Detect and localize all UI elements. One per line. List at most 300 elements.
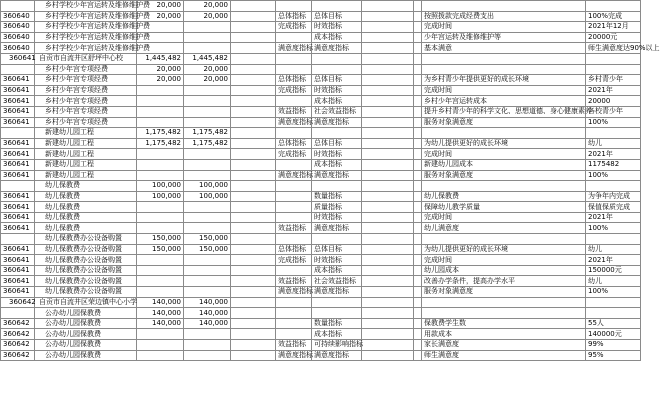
- row-level2-indicator-cell[interactable]: 成本指标: [312, 159, 362, 170]
- row-spacer-cell[interactable]: [414, 350, 422, 361]
- row-target-cell[interactable]: [231, 202, 276, 213]
- row-level1-indicator-cell[interactable]: [276, 64, 312, 75]
- row-target-cell[interactable]: [231, 53, 276, 64]
- row-project-cell[interactable]: 公办幼儿园保教费: [35, 350, 137, 361]
- row-code-cell[interactable]: 360641: [1, 170, 35, 181]
- row-indicator-content-cell[interactable]: 用款成本: [422, 329, 586, 340]
- row-level2-indicator-cell[interactable]: 总体目标: [312, 75, 362, 86]
- row-amount-cell[interactable]: 140,000: [137, 308, 184, 319]
- row-indicator-value-cell[interactable]: 为争年内完成: [586, 191, 641, 202]
- row-amount-cell[interactable]: 20,000: [184, 75, 231, 86]
- row-project-cell[interactable]: 乡村少年宫专项经费: [35, 106, 137, 117]
- row-project-cell[interactable]: 乡村学校少年宫运转及维修维护费: [35, 43, 137, 54]
- row-indicator-value-cell[interactable]: 100%: [586, 117, 641, 128]
- row-code-cell[interactable]: 360641: [1, 117, 35, 128]
- row-indicator-value-cell[interactable]: 1175482: [586, 159, 641, 170]
- row-project-cell[interactable]: 公办幼儿园保教费: [35, 308, 137, 319]
- row-target-cell[interactable]: [231, 22, 276, 33]
- row-spacer-cell[interactable]: [414, 265, 422, 276]
- row-indicator-value-cell[interactable]: [586, 234, 641, 245]
- row-indicator-value-cell[interactable]: 2021年: [586, 212, 641, 223]
- row-indicator-content-cell[interactable]: 师生满意度: [422, 350, 586, 361]
- row-level1-indicator-cell[interactable]: 总体指标: [276, 11, 312, 22]
- row-amount-cell[interactable]: [137, 255, 184, 266]
- row-level3-indicator-cell[interactable]: [362, 181, 414, 192]
- row-level2-indicator-cell[interactable]: 数量指标: [312, 191, 362, 202]
- row-amount-cell[interactable]: [184, 32, 231, 43]
- row-level3-indicator-cell[interactable]: [362, 265, 414, 276]
- row-code-cell[interactable]: 360641: [1, 53, 35, 64]
- row-spacer-cell[interactable]: [414, 202, 422, 213]
- row-level1-indicator-cell[interactable]: [276, 53, 312, 64]
- row-amount-cell[interactable]: [137, 117, 184, 128]
- row-spacer-cell[interactable]: [414, 223, 422, 234]
- row-level2-indicator-cell[interactable]: [312, 53, 362, 64]
- row-level1-indicator-cell[interactable]: 完成指标: [276, 149, 312, 160]
- row-indicator-value-cell[interactable]: 20000: [586, 96, 641, 107]
- row-target-cell[interactable]: [231, 340, 276, 351]
- row-level2-indicator-cell[interactable]: 满意度指标: [312, 287, 362, 298]
- row-indicator-content-cell[interactable]: 完成时间: [422, 255, 586, 266]
- row-indicator-value-cell[interactable]: [586, 308, 641, 319]
- row-target-cell[interactable]: [231, 85, 276, 96]
- row-spacer-cell[interactable]: [414, 43, 422, 54]
- row-amount-cell[interactable]: [184, 287, 231, 298]
- row-level3-indicator-cell[interactable]: [362, 43, 414, 54]
- row-code-cell[interactable]: 360641: [1, 96, 35, 107]
- row-indicator-content-cell[interactable]: 家长满意度: [422, 340, 586, 351]
- row-indicator-value-cell[interactable]: [586, 1, 641, 12]
- row-project-cell[interactable]: 乡村学校少年宫运转及维修维护费: [35, 11, 137, 22]
- row-project-cell[interactable]: 幼儿保教费: [35, 223, 137, 234]
- row-indicator-content-cell[interactable]: 服务对象满意度: [422, 287, 586, 298]
- row-amount-cell[interactable]: 100,000: [137, 181, 184, 192]
- row-level2-indicator-cell[interactable]: 成本指标: [312, 329, 362, 340]
- row-level3-indicator-cell[interactable]: [362, 149, 414, 160]
- row-code-cell[interactable]: 360642: [1, 318, 35, 329]
- row-project-cell[interactable]: 幼儿保教费办公设备购置: [35, 287, 137, 298]
- row-project-cell[interactable]: 乡村少年宫专项经费: [35, 64, 137, 75]
- row-spacer-cell[interactable]: [414, 117, 422, 128]
- row-level3-indicator-cell[interactable]: [362, 350, 414, 361]
- row-level2-indicator-cell[interactable]: 满意度指标: [312, 170, 362, 181]
- row-indicator-content-cell[interactable]: 完成时间: [422, 22, 586, 33]
- row-level2-indicator-cell[interactable]: 满意度指标: [312, 350, 362, 361]
- row-target-cell[interactable]: [231, 191, 276, 202]
- row-spacer-cell[interactable]: [414, 96, 422, 107]
- row-project-cell[interactable]: 幼儿保教费: [35, 212, 137, 223]
- row-level2-indicator-cell[interactable]: 总体目标: [312, 11, 362, 22]
- row-code-cell[interactable]: 360640: [1, 32, 35, 43]
- row-indicator-content-cell[interactable]: 完成时间: [422, 212, 586, 223]
- row-project-cell[interactable]: 乡村学校少年宫运转及维修维护费: [35, 32, 137, 43]
- row-project-cell[interactable]: 乡村少年宫专项经费: [35, 117, 137, 128]
- row-spacer-cell[interactable]: [414, 181, 422, 192]
- row-level2-indicator-cell[interactable]: 数量指标: [312, 318, 362, 329]
- row-target-cell[interactable]: [231, 1, 276, 12]
- row-level1-indicator-cell[interactable]: 满意度指标: [276, 170, 312, 181]
- row-amount-cell[interactable]: 1,175,482: [184, 128, 231, 139]
- row-amount-cell[interactable]: 20,000: [137, 75, 184, 86]
- row-target-cell[interactable]: [231, 329, 276, 340]
- row-amount-cell[interactable]: 20,000: [137, 64, 184, 75]
- row-spacer-cell[interactable]: [414, 244, 422, 255]
- row-amount-cell[interactable]: 150,000: [184, 244, 231, 255]
- row-spacer-cell[interactable]: [414, 308, 422, 319]
- row-indicator-value-cell[interactable]: 55人: [586, 318, 641, 329]
- row-code-cell[interactable]: 360642: [1, 340, 35, 351]
- row-code-cell[interactable]: 360640: [1, 11, 35, 22]
- row-level3-indicator-cell[interactable]: [362, 276, 414, 287]
- row-level1-indicator-cell[interactable]: [276, 159, 312, 170]
- row-spacer-cell[interactable]: [414, 149, 422, 160]
- row-level1-indicator-cell[interactable]: [276, 96, 312, 107]
- row-code-cell[interactable]: [1, 181, 35, 192]
- row-project-cell[interactable]: 新建幼儿园工程: [35, 138, 137, 149]
- row-level1-indicator-cell[interactable]: [276, 181, 312, 192]
- row-level2-indicator-cell[interactable]: 社会效益指标: [312, 106, 362, 117]
- row-level1-indicator-cell[interactable]: [276, 32, 312, 43]
- row-code-cell[interactable]: 360641: [1, 265, 35, 276]
- row-indicator-content-cell[interactable]: 保教费学生数: [422, 318, 586, 329]
- row-level3-indicator-cell[interactable]: [362, 96, 414, 107]
- row-level1-indicator-cell[interactable]: 总体指标: [276, 244, 312, 255]
- row-indicator-content-cell[interactable]: [422, 64, 586, 75]
- row-level1-indicator-cell[interactable]: 满意度指标: [276, 350, 312, 361]
- row-indicator-value-cell[interactable]: 95%: [586, 350, 641, 361]
- row-code-cell[interactable]: 360640: [1, 43, 35, 54]
- row-amount-cell[interactable]: 1,175,482: [137, 138, 184, 149]
- row-indicator-value-cell[interactable]: 各校青少年: [586, 106, 641, 117]
- row-level3-indicator-cell[interactable]: [362, 318, 414, 329]
- row-target-cell[interactable]: [231, 234, 276, 245]
- row-target-cell[interactable]: [231, 75, 276, 86]
- row-indicator-content-cell[interactable]: 为幼儿提供更好的成长环境: [422, 244, 586, 255]
- row-code-cell[interactable]: 360641: [1, 159, 35, 170]
- row-indicator-content-cell[interactable]: [422, 1, 586, 12]
- row-indicator-content-cell[interactable]: 少年宫运转及维修维护等: [422, 32, 586, 43]
- row-indicator-value-cell[interactable]: 2021年: [586, 255, 641, 266]
- row-indicator-content-cell[interactable]: 服务对象满意度: [422, 170, 586, 181]
- row-spacer-cell[interactable]: [414, 22, 422, 33]
- row-code-cell[interactable]: 360641: [1, 191, 35, 202]
- row-level1-indicator-cell[interactable]: 总体指标: [276, 75, 312, 86]
- row-level1-indicator-cell[interactable]: 满意度指标: [276, 287, 312, 298]
- row-project-cell[interactable]: 幼儿保教费: [35, 202, 137, 213]
- row-target-cell[interactable]: [231, 350, 276, 361]
- row-amount-cell[interactable]: [137, 276, 184, 287]
- row-code-cell[interactable]: 360641: [1, 202, 35, 213]
- row-level2-indicator-cell[interactable]: 质量指标: [312, 202, 362, 213]
- row-level2-indicator-cell[interactable]: 总体目标: [312, 138, 362, 149]
- row-code-cell[interactable]: 360641: [1, 287, 35, 298]
- row-amount-cell[interactable]: [184, 329, 231, 340]
- row-amount-cell[interactable]: [184, 96, 231, 107]
- row-indicator-content-cell[interactable]: 基本满意: [422, 43, 586, 54]
- row-indicator-content-cell[interactable]: 幼儿满意度: [422, 223, 586, 234]
- row-amount-cell[interactable]: [137, 287, 184, 298]
- row-indicator-value-cell[interactable]: 幼儿: [586, 244, 641, 255]
- row-code-cell[interactable]: 360641: [1, 149, 35, 160]
- row-indicator-content-cell[interactable]: [422, 53, 586, 64]
- row-spacer-cell[interactable]: [414, 53, 422, 64]
- row-indicator-value-cell[interactable]: 100%: [586, 223, 641, 234]
- row-target-cell[interactable]: [231, 149, 276, 160]
- row-level3-indicator-cell[interactable]: [362, 297, 414, 308]
- row-level2-indicator-cell[interactable]: 时效指标: [312, 22, 362, 33]
- row-project-cell[interactable]: 乡村学校少年宫运转及维修维护费: [35, 22, 137, 33]
- row-amount-cell[interactable]: 100,000: [184, 181, 231, 192]
- row-indicator-content-cell[interactable]: 提升乡村青少年的科学文化、思想道德、身心健康素养: [422, 106, 586, 117]
- row-code-cell[interactable]: 360641: [1, 255, 35, 266]
- row-spacer-cell[interactable]: [414, 191, 422, 202]
- row-level1-indicator-cell[interactable]: [276, 191, 312, 202]
- row-indicator-value-cell[interactable]: 140000元: [586, 329, 641, 340]
- row-level1-indicator-cell[interactable]: [276, 297, 312, 308]
- row-level2-indicator-cell[interactable]: 满意度指标: [312, 43, 362, 54]
- row-amount-cell[interactable]: [184, 117, 231, 128]
- row-code-cell[interactable]: 360642: [1, 350, 35, 361]
- row-code-cell[interactable]: 360641: [1, 138, 35, 149]
- row-target-cell[interactable]: [231, 117, 276, 128]
- row-spacer-cell[interactable]: [414, 329, 422, 340]
- row-indicator-value-cell[interactable]: [586, 297, 641, 308]
- row-target-cell[interactable]: [231, 287, 276, 298]
- row-target-cell[interactable]: [231, 128, 276, 139]
- row-spacer-cell[interactable]: [414, 318, 422, 329]
- row-level2-indicator-cell[interactable]: 成本指标: [312, 96, 362, 107]
- row-project-cell[interactable]: 幼儿保教费办公设备购置: [35, 265, 137, 276]
- row-indicator-value-cell[interactable]: 幼儿: [586, 138, 641, 149]
- row-indicator-value-cell[interactable]: 2021年: [586, 85, 641, 96]
- row-code-cell[interactable]: [1, 128, 35, 139]
- row-level3-indicator-cell[interactable]: [362, 11, 414, 22]
- row-level3-indicator-cell[interactable]: [362, 117, 414, 128]
- row-amount-cell[interactable]: [184, 22, 231, 33]
- row-indicator-value-cell[interactable]: 保值保质完成: [586, 202, 641, 213]
- row-indicator-value-cell[interactable]: 20000元: [586, 32, 641, 43]
- row-level1-indicator-cell[interactable]: 完成指标: [276, 22, 312, 33]
- row-amount-cell[interactable]: [184, 170, 231, 181]
- row-indicator-content-cell[interactable]: [422, 234, 586, 245]
- row-target-cell[interactable]: [231, 276, 276, 287]
- row-level1-indicator-cell[interactable]: 效益指标: [276, 340, 312, 351]
- row-spacer-cell[interactable]: [414, 106, 422, 117]
- row-code-cell[interactable]: 360642: [1, 329, 35, 340]
- row-amount-cell[interactable]: 100,000: [184, 191, 231, 202]
- row-level3-indicator-cell[interactable]: [362, 85, 414, 96]
- row-amount-cell[interactable]: [137, 340, 184, 351]
- row-target-cell[interactable]: [231, 106, 276, 117]
- row-project-cell[interactable]: 新建幼儿园工程: [35, 159, 137, 170]
- row-amount-cell[interactable]: [184, 212, 231, 223]
- row-target-cell[interactable]: [231, 244, 276, 255]
- row-spacer-cell[interactable]: [414, 128, 422, 139]
- row-code-cell[interactable]: 360641: [1, 223, 35, 234]
- row-spacer-cell[interactable]: [414, 85, 422, 96]
- row-amount-cell[interactable]: 140,000: [184, 318, 231, 329]
- row-level3-indicator-cell[interactable]: [362, 340, 414, 351]
- row-amount-cell[interactable]: [184, 265, 231, 276]
- row-indicator-content-cell[interactable]: 新建幼儿园成本: [422, 159, 586, 170]
- row-indicator-value-cell[interactable]: 150000元: [586, 265, 641, 276]
- row-project-cell[interactable]: 公办幼儿园保教费: [35, 329, 137, 340]
- row-level1-indicator-cell[interactable]: 满意度指标: [276, 117, 312, 128]
- row-indicator-content-cell[interactable]: [422, 181, 586, 192]
- row-level1-indicator-cell[interactable]: [276, 212, 312, 223]
- row-level1-indicator-cell[interactable]: [276, 128, 312, 139]
- row-amount-cell[interactable]: [184, 159, 231, 170]
- row-amount-cell[interactable]: [184, 350, 231, 361]
- row-level1-indicator-cell[interactable]: 满意度指标: [276, 43, 312, 54]
- row-target-cell[interactable]: [231, 159, 276, 170]
- row-amount-cell[interactable]: [137, 350, 184, 361]
- row-target-cell[interactable]: [231, 255, 276, 266]
- row-spacer-cell[interactable]: [414, 287, 422, 298]
- row-level2-indicator-cell[interactable]: [312, 297, 362, 308]
- row-level2-indicator-cell[interactable]: 时效指标: [312, 85, 362, 96]
- row-project-cell[interactable]: 乡村少年宫专项经费: [35, 75, 137, 86]
- row-level2-indicator-cell[interactable]: 总体目标: [312, 244, 362, 255]
- row-indicator-content-cell[interactable]: 完成时间: [422, 85, 586, 96]
- row-code-cell[interactable]: [1, 308, 35, 319]
- row-code-cell[interactable]: 360641: [1, 85, 35, 96]
- row-amount-cell[interactable]: [184, 223, 231, 234]
- row-level1-indicator-cell[interactable]: [276, 234, 312, 245]
- row-level3-indicator-cell[interactable]: [362, 212, 414, 223]
- row-target-cell[interactable]: [231, 43, 276, 54]
- row-project-cell[interactable]: 幼儿保教费办公设备购置: [35, 276, 137, 287]
- row-amount-cell[interactable]: [137, 106, 184, 117]
- row-project-cell[interactable]: 乡村学校少年宫运转及维修维护费: [35, 1, 137, 12]
- row-level3-indicator-cell[interactable]: [362, 53, 414, 64]
- row-amount-cell[interactable]: [137, 212, 184, 223]
- row-level1-indicator-cell[interactable]: [276, 1, 312, 12]
- row-level2-indicator-cell[interactable]: 成本指标: [312, 32, 362, 43]
- row-indicator-value-cell[interactable]: 幼儿: [586, 276, 641, 287]
- row-level3-indicator-cell[interactable]: [362, 75, 414, 86]
- row-code-cell[interactable]: 360640: [1, 22, 35, 33]
- row-level1-indicator-cell[interactable]: [276, 265, 312, 276]
- row-target-cell[interactable]: [231, 223, 276, 234]
- row-level3-indicator-cell[interactable]: [362, 329, 414, 340]
- row-amount-cell[interactable]: [137, 85, 184, 96]
- row-target-cell[interactable]: [231, 96, 276, 107]
- row-indicator-content-cell[interactable]: 为乡村青少年提供更好的成长环境: [422, 75, 586, 86]
- row-level3-indicator-cell[interactable]: [362, 1, 414, 12]
- row-target-cell[interactable]: [231, 297, 276, 308]
- row-amount-cell[interactable]: [184, 255, 231, 266]
- row-project-cell[interactable]: 新建幼儿园工程: [35, 149, 137, 160]
- row-indicator-value-cell[interactable]: 100%: [586, 170, 641, 181]
- row-project-cell[interactable]: 幼儿保教费: [35, 191, 137, 202]
- row-amount-cell[interactable]: 150,000: [184, 234, 231, 245]
- row-level3-indicator-cell[interactable]: [362, 287, 414, 298]
- row-indicator-content-cell[interactable]: 服务对象满意度: [422, 117, 586, 128]
- row-project-cell[interactable]: 公办幼儿园保教费: [35, 340, 137, 351]
- row-indicator-content-cell[interactable]: 幼儿保教费: [422, 191, 586, 202]
- row-level1-indicator-cell[interactable]: [276, 318, 312, 329]
- row-code-cell[interactable]: 360641: [1, 75, 35, 86]
- row-indicator-content-cell[interactable]: 为幼儿提供更好的成长环境: [422, 138, 586, 149]
- row-amount-cell[interactable]: 20,000: [184, 11, 231, 22]
- row-spacer-cell[interactable]: [414, 297, 422, 308]
- row-code-cell[interactable]: 360641: [1, 212, 35, 223]
- row-code-cell[interactable]: [1, 1, 35, 12]
- row-amount-cell[interactable]: 20,000: [137, 11, 184, 22]
- row-level2-indicator-cell[interactable]: 满意度指标: [312, 223, 362, 234]
- row-level3-indicator-cell[interactable]: [362, 308, 414, 319]
- row-level2-indicator-cell[interactable]: 社会效益指标: [312, 276, 362, 287]
- row-amount-cell[interactable]: 150,000: [137, 234, 184, 245]
- row-project-cell[interactable]: 幼儿保教费: [35, 181, 137, 192]
- row-level2-indicator-cell[interactable]: [312, 1, 362, 12]
- row-level3-indicator-cell[interactable]: [362, 234, 414, 245]
- row-level2-indicator-cell[interactable]: 时效指标: [312, 212, 362, 223]
- row-indicator-content-cell[interactable]: 完成时间: [422, 149, 586, 160]
- row-spacer-cell[interactable]: [414, 170, 422, 181]
- row-spacer-cell[interactable]: [414, 234, 422, 245]
- row-target-cell[interactable]: [231, 138, 276, 149]
- row-project-cell[interactable]: 幼儿保教费办公设备购置: [35, 244, 137, 255]
- row-indicator-value-cell[interactable]: 99%: [586, 340, 641, 351]
- row-project-cell[interactable]: 自贡市自流井区舒坪中心校: [35, 53, 137, 64]
- row-level3-indicator-cell[interactable]: [362, 244, 414, 255]
- row-amount-cell[interactable]: [137, 149, 184, 160]
- row-level3-indicator-cell[interactable]: [362, 223, 414, 234]
- row-level3-indicator-cell[interactable]: [362, 170, 414, 181]
- row-indicator-content-cell[interactable]: 改善办学条件，提高办学水平: [422, 276, 586, 287]
- row-amount-cell[interactable]: [137, 223, 184, 234]
- row-amount-cell[interactable]: [137, 202, 184, 213]
- row-amount-cell[interactable]: 1,175,482: [184, 138, 231, 149]
- row-level1-indicator-cell[interactable]: 完成指标: [276, 255, 312, 266]
- row-project-cell[interactable]: 幼儿保教费办公设备购置: [35, 255, 137, 266]
- row-target-cell[interactable]: [231, 181, 276, 192]
- row-project-cell[interactable]: 新建幼儿园工程: [35, 128, 137, 139]
- row-level2-indicator-cell[interactable]: 时效指标: [312, 255, 362, 266]
- row-indicator-content-cell[interactable]: 幼儿园成本: [422, 265, 586, 276]
- row-spacer-cell[interactable]: [414, 75, 422, 86]
- row-spacer-cell[interactable]: [414, 64, 422, 75]
- row-level3-indicator-cell[interactable]: [362, 22, 414, 33]
- row-indicator-content-cell[interactable]: [422, 308, 586, 319]
- row-indicator-value-cell[interactable]: 师生满意度达90%以上: [586, 43, 641, 54]
- row-indicator-value-cell[interactable]: [586, 53, 641, 64]
- row-code-cell[interactable]: 360642: [1, 297, 35, 308]
- row-spacer-cell[interactable]: [414, 255, 422, 266]
- row-amount-cell[interactable]: [184, 149, 231, 160]
- row-level2-indicator-cell[interactable]: 成本指标: [312, 265, 362, 276]
- row-indicator-content-cell[interactable]: [422, 128, 586, 139]
- row-target-cell[interactable]: [231, 308, 276, 319]
- row-level3-indicator-cell[interactable]: [362, 202, 414, 213]
- row-amount-cell[interactable]: [137, 96, 184, 107]
- row-indicator-value-cell[interactable]: [586, 64, 641, 75]
- row-level2-indicator-cell[interactable]: 可持续影响指标: [312, 340, 362, 351]
- row-level2-indicator-cell[interactable]: [312, 308, 362, 319]
- row-target-cell[interactable]: [231, 318, 276, 329]
- row-project-cell[interactable]: 自贡市自流井区荣边镇中心小学: [35, 297, 137, 308]
- row-amount-cell[interactable]: 140,000: [137, 297, 184, 308]
- row-spacer-cell[interactable]: [414, 11, 422, 22]
- row-amount-cell[interactable]: 20,000: [137, 1, 184, 12]
- row-amount-cell[interactable]: 20,000: [184, 64, 231, 75]
- row-project-cell[interactable]: 新建幼儿园工程: [35, 170, 137, 181]
- row-amount-cell[interactable]: 140,000: [184, 308, 231, 319]
- row-amount-cell[interactable]: [137, 265, 184, 276]
- row-target-cell[interactable]: [231, 11, 276, 22]
